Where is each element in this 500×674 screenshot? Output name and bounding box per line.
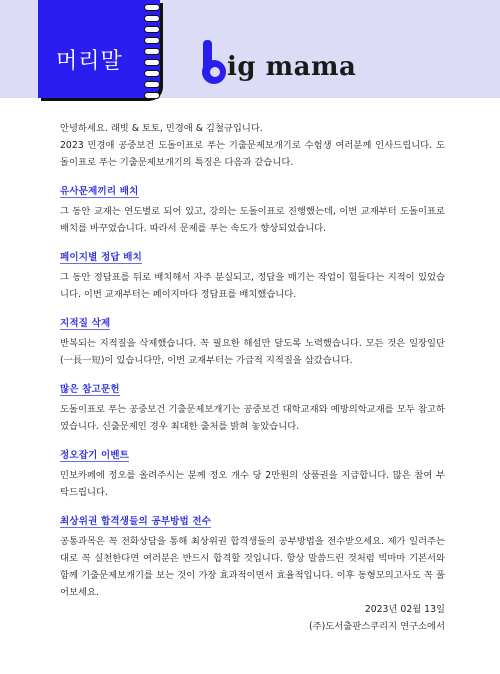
section-heading: 정오잡기 이벤트 — [60, 450, 130, 461]
section-text: 반복되는 지적질을 삭제했습니다. 꼭 필요한 해설만 달도록 노력했습니다. 모든 것은 일장일단(一長一短)이 있습니다만, 이번 교재부터는 가급적 지적질을 삼갔습니다. — [60, 338, 445, 366]
signature-date: 2023년 02월 13일 — [364, 604, 445, 615]
section-text: 그 동안 정답표를 뒤로 배치해서 자주 분실되고, 정답을 매기는 작업이 힘들다는 지적이 있었습니다. 이번 교재부터는 페이지마다 정답표를 배치했습니다. — [60, 272, 445, 300]
spiral-binding-icon — [140, 4, 164, 103]
section-heading: 유사문제끼리 배치 — [60, 186, 139, 197]
signature-publisher: (주)도서출판스쿠리지 연구소에서 — [309, 621, 445, 632]
section-text: 공통과목은 꼭 전화상담을 통해 최상위권 합격생들의 공부방법을 전수받으세요. 제가 일러주는 대로 꼭 실천한다면 여러분은 반드시 합격할 것입니다. 항상 말씀드린 것처럼 빅마마 기본서와 함께 기출문제보개기를 보는 것이 가장 효과적이면서 효율적입니다. 이후 동형모의고사도 꼭 풀어보세요. — [60, 536, 445, 598]
page-title: 머리말 — [56, 49, 123, 74]
section-heading: 많은 참고문헌 — [60, 384, 120, 395]
big-mama-logo-icon — [200, 38, 230, 86]
section-text: 민보카페에 정오를 올려주시는 분께 정오 개수 당 2만원의 상품권을 지급합니다. 많은 참여 부탁드립니다. — [60, 470, 445, 498]
section-heading: 페이지별 정답 배치 — [60, 252, 143, 263]
preface-content — [60, 120, 445, 635]
logo-text: ig mama — [227, 52, 357, 82]
intro-greeting: 안녕하세요. 래빗 & 토토, 민경애 & 김철규입니다. — [60, 123, 263, 134]
section-text: 그 동안 교재는 연도별로 되어 있고, 강의는 도돌이표로 진행했는데, 이번 교재부터 도돌이표로 배치를 바꾸었습니다. 따라서 문제를 푸는 속도가 향상되었습니다. — [60, 206, 445, 234]
intro-paragraph: 2023 민경애 공중보건 도돌이표로 푸는 기출문제보개기로 수험생 여러분께 인사드립니다. 도돌이표로 푸는 기출문제보개기의 특징은 다음과 같습니다. — [60, 140, 445, 168]
section-heading: 최상위권 합격생들의 공부방법 전수 — [60, 516, 212, 527]
section-text: 도돌이표로 푸는 공중보건 기출문제보개기는 공중보건 대학교재와 예방의학교재를 모두 참고하였습니다. 신출문제인 경우 최대한 출처를 밝혀 놓았습니다. — [60, 404, 445, 432]
section-heading: 지적질 삭제 — [60, 318, 111, 329]
